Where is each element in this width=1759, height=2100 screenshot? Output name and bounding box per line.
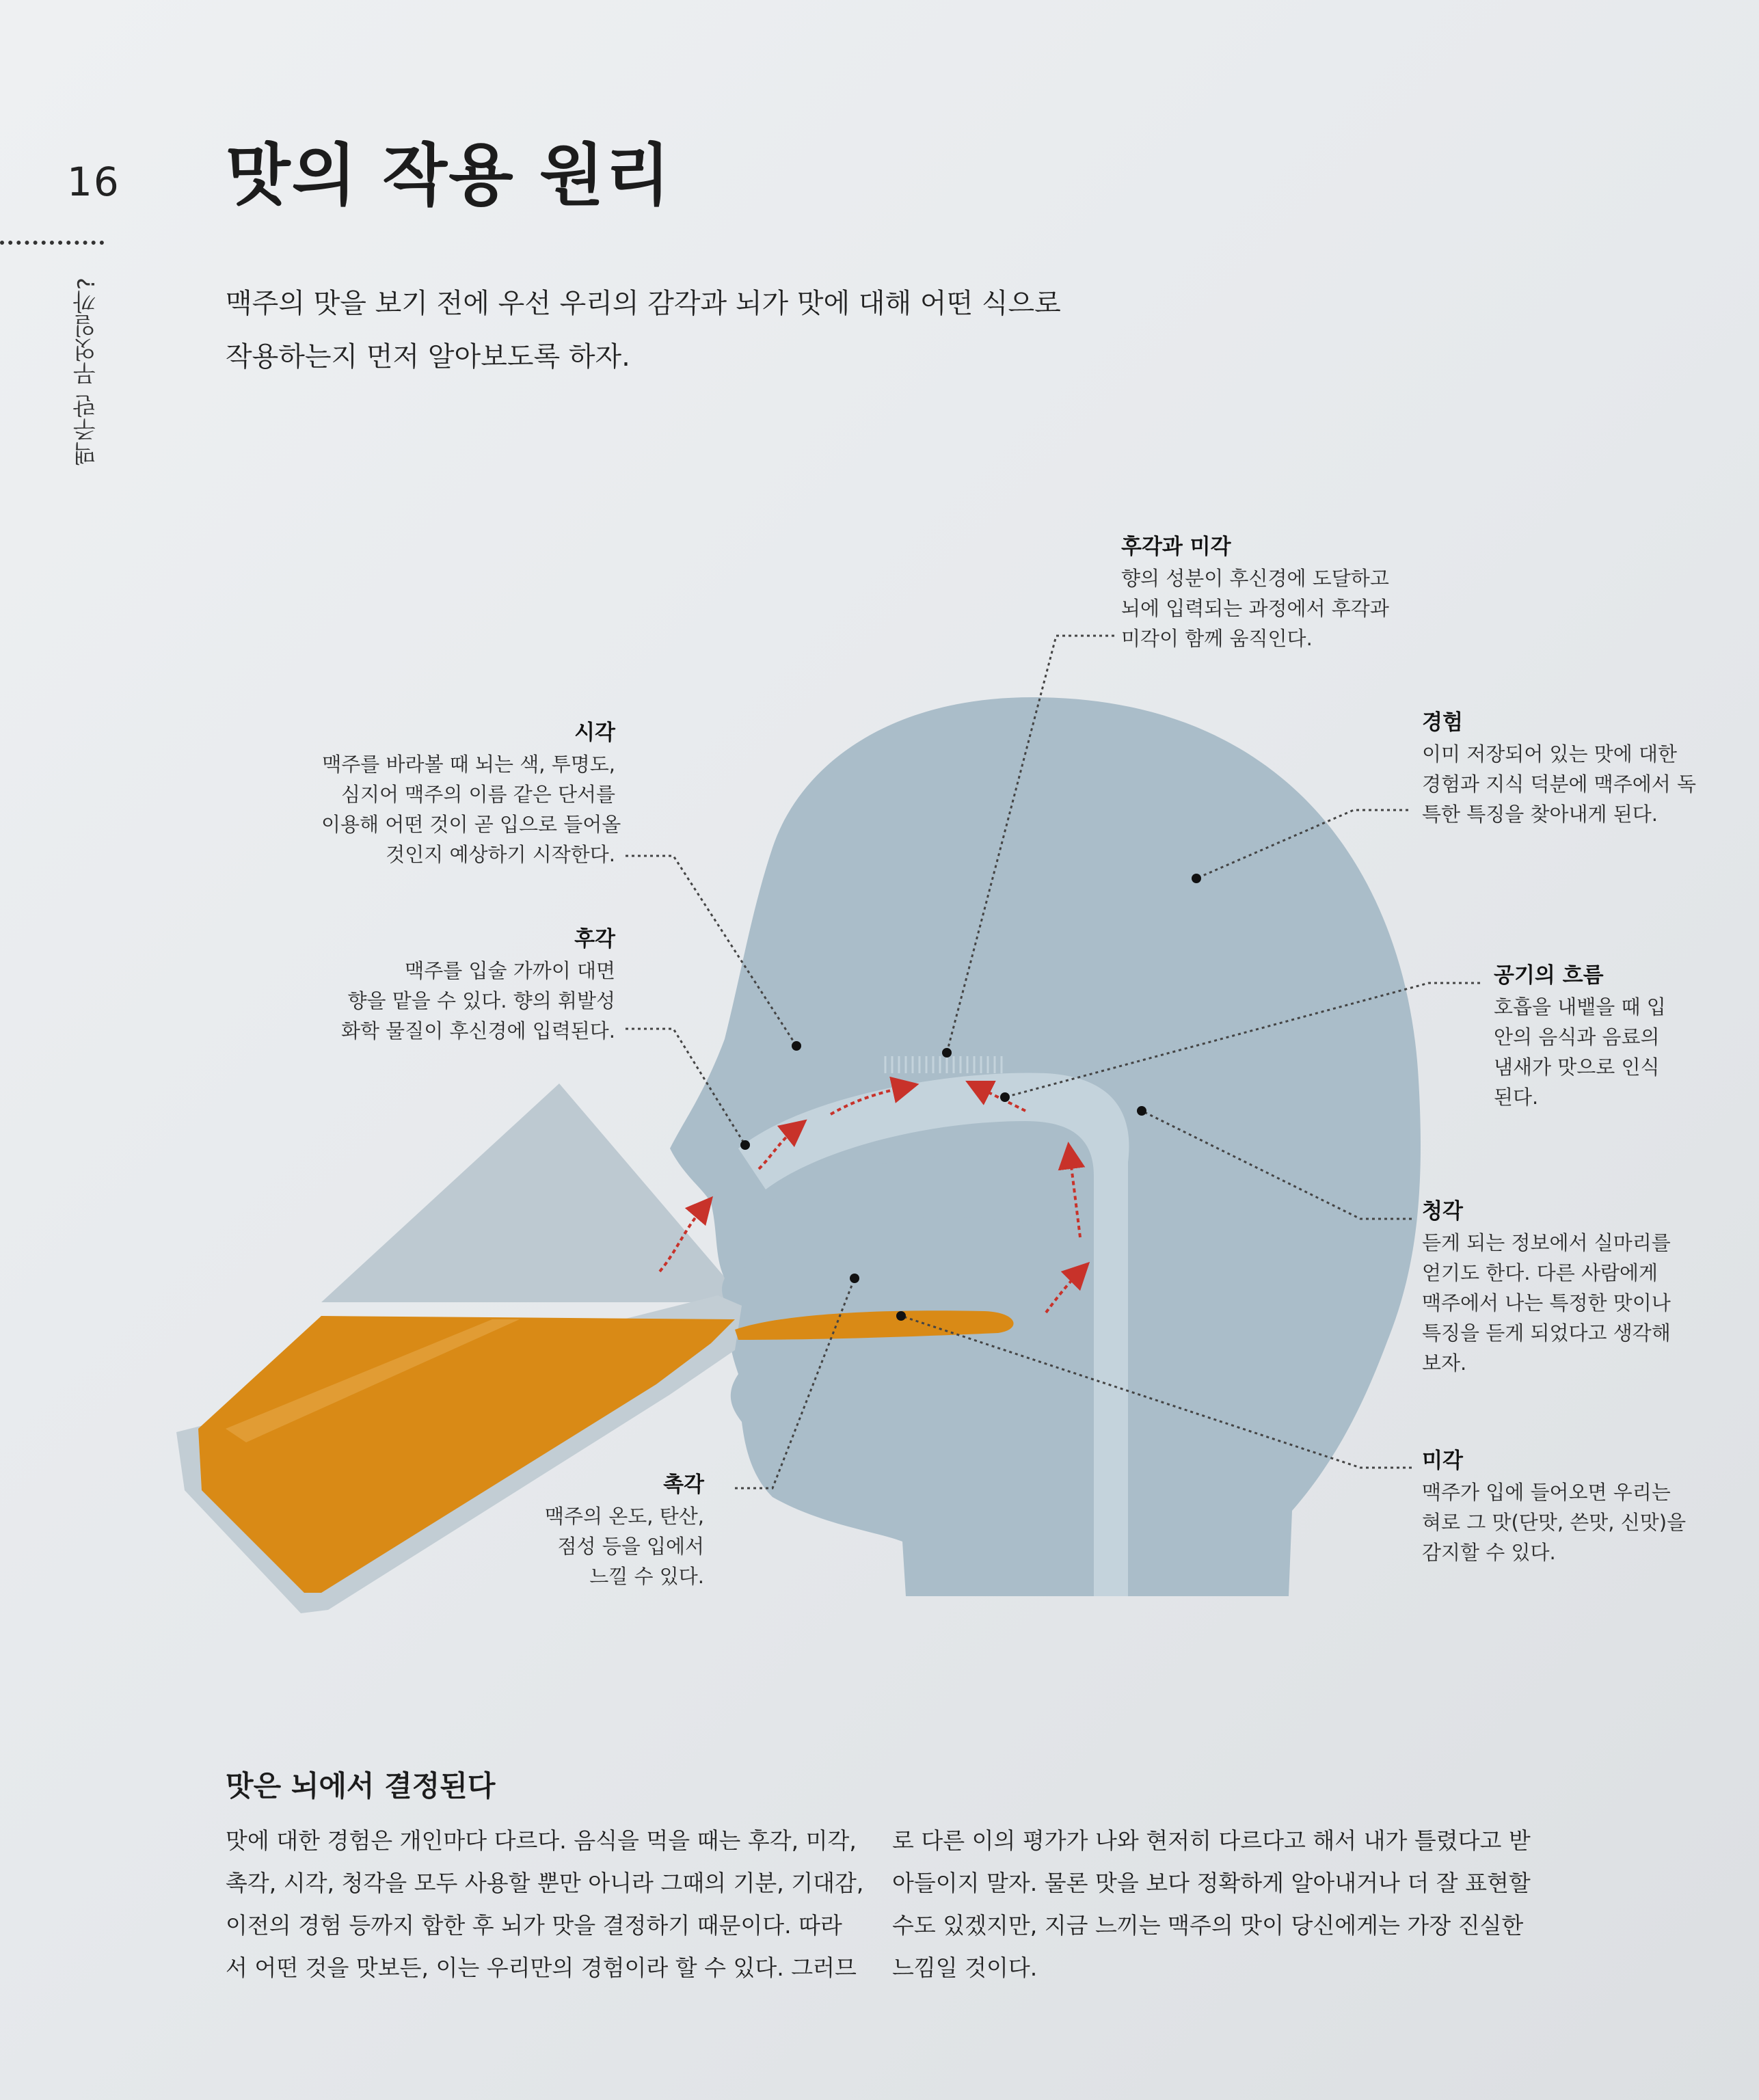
body-column-right xyxy=(892,1820,1531,1989)
label-heading: 촉각 xyxy=(663,1472,704,1497)
body-line: 아들이지 말자. 물론 맛을 보다 정확하게 알아내거나 더 잘 표현할 xyxy=(892,1870,1531,1896)
label-hearing xyxy=(1422,1196,1671,1378)
body-line: 수도 있겠지만, 지금 느끼는 맥주의 맛이 당신에게는 가장 진실한 xyxy=(892,1912,1524,1939)
body-column-left xyxy=(226,1820,863,1989)
label-line: 것인지 예상하기 시작한다. xyxy=(386,843,615,866)
label-line: 얻기도 한다. 다른 사람에게 xyxy=(1422,1261,1659,1284)
label-smell-and-taste xyxy=(1121,532,1389,654)
body-line: 촉각, 시각, 청각을 모두 사용할 뿐만 아니라 그때의 기분, 기대감, xyxy=(226,1870,864,1896)
section-heading: 맛은 뇌에서 결정된다 xyxy=(226,1769,496,1803)
label-line: 점성 등을 입에서 xyxy=(557,1535,704,1558)
label-airflow xyxy=(1494,960,1666,1112)
label-line: 특징을 듣게 되었다고 생각해 xyxy=(1422,1321,1671,1345)
label-line: 된다. xyxy=(1494,1086,1539,1109)
body-line: 서 어떤 것을 맛보든, 이는 우리만의 경험이라 할 수 있다. 그러므 xyxy=(226,1954,857,1981)
section-side-label: 맥주란 무엇일까? xyxy=(73,277,100,466)
label-line: 화학 물질이 후신경에 입력된다. xyxy=(340,1019,615,1042)
label-line: 뇌에 입력되는 과정에서 후각과 xyxy=(1121,597,1389,620)
label-line: 냄새가 맛으로 인식 xyxy=(1494,1055,1660,1079)
body-line: 로 다른 이의 평가가 나와 현저히 다르다고 해서 내가 틀렸다고 받 xyxy=(892,1827,1531,1854)
label-heading: 후각 xyxy=(574,927,615,952)
label-heading: 후각과 미각 xyxy=(1121,535,1231,559)
label-line: 맥주에서 나는 특정한 맛이나 xyxy=(1422,1291,1671,1315)
label-taste xyxy=(1422,1446,1686,1567)
label-smell xyxy=(328,924,615,1046)
label-line: 맥주를 입술 가까이 대면 xyxy=(405,959,615,982)
label-touch xyxy=(520,1470,704,1591)
label-line: 미각이 함께 움직인다. xyxy=(1121,627,1313,650)
page-title: 맛의 작용 원리 xyxy=(226,137,672,215)
glass-top xyxy=(321,1083,738,1302)
label-heading: 시각 xyxy=(574,721,615,745)
label-line: 혀로 그 맛(단맛, 쓴맛, 신맛)을 xyxy=(1422,1511,1687,1534)
label-line: 특한 특징을 찾아내게 된다. xyxy=(1422,803,1659,826)
label-line: 향의 성분이 후신경에 도달하고 xyxy=(1121,567,1389,590)
label-line: 맥주가 입에 들어오면 우리는 xyxy=(1422,1481,1671,1504)
intro-line: 맥주의 맛을 보기 전에 우선 우리의 감각과 뇌가 맛에 대해 어떤 식으로 xyxy=(226,288,1061,319)
label-line: 감지할 수 있다. xyxy=(1422,1541,1556,1564)
label-line: 느낄 수 있다. xyxy=(589,1565,704,1588)
body-line: 느낌일 것이다. xyxy=(892,1954,1038,1981)
label-line: 맥주의 온도, 탄산, xyxy=(545,1505,704,1528)
label-line: 듣게 되는 정보에서 실마리를 xyxy=(1422,1231,1671,1254)
body-line: 이전의 경험 등까지 합한 후 뇌가 맛을 결정하기 때문이다. 따라 xyxy=(226,1912,842,1939)
body-line: 맛에 대한 경험은 개인마다 다르다. 음식을 먹을 때는 후각, 미각, xyxy=(226,1827,857,1854)
label-line: 안의 음식과 음료의 xyxy=(1494,1025,1660,1049)
label-line: 심지어 맥주의 이름 같은 단서를 xyxy=(340,783,615,806)
label-line: 향을 맡을 수 있다. 향의 휘발성 xyxy=(347,989,615,1012)
label-line: 이미 저장되어 있는 맛에 대한 xyxy=(1422,742,1678,766)
label-heading: 청각 xyxy=(1422,1199,1463,1224)
label-line: 경험과 지식 덕분에 맥주에서 독 xyxy=(1422,772,1697,796)
label-heading: 경험 xyxy=(1422,710,1463,735)
label-line: 맥주를 바라볼 때 뇌는 색, 투명도, xyxy=(322,753,615,776)
label-line: 보자. xyxy=(1422,1351,1467,1375)
intro-line: 작용하는지 먼저 알아보도록 하자. xyxy=(226,341,630,373)
label-experience xyxy=(1422,708,1696,829)
label-heading: 공기의 흐름 xyxy=(1494,963,1604,988)
label-line: 호흡을 내뱉을 때 입 xyxy=(1494,995,1666,1019)
label-sight xyxy=(321,718,621,870)
label-heading: 미각 xyxy=(1422,1449,1463,1473)
label-line: 이용해 어떤 것이 곧 입으로 들어올 xyxy=(321,813,621,836)
page-number: 16 xyxy=(67,159,120,205)
